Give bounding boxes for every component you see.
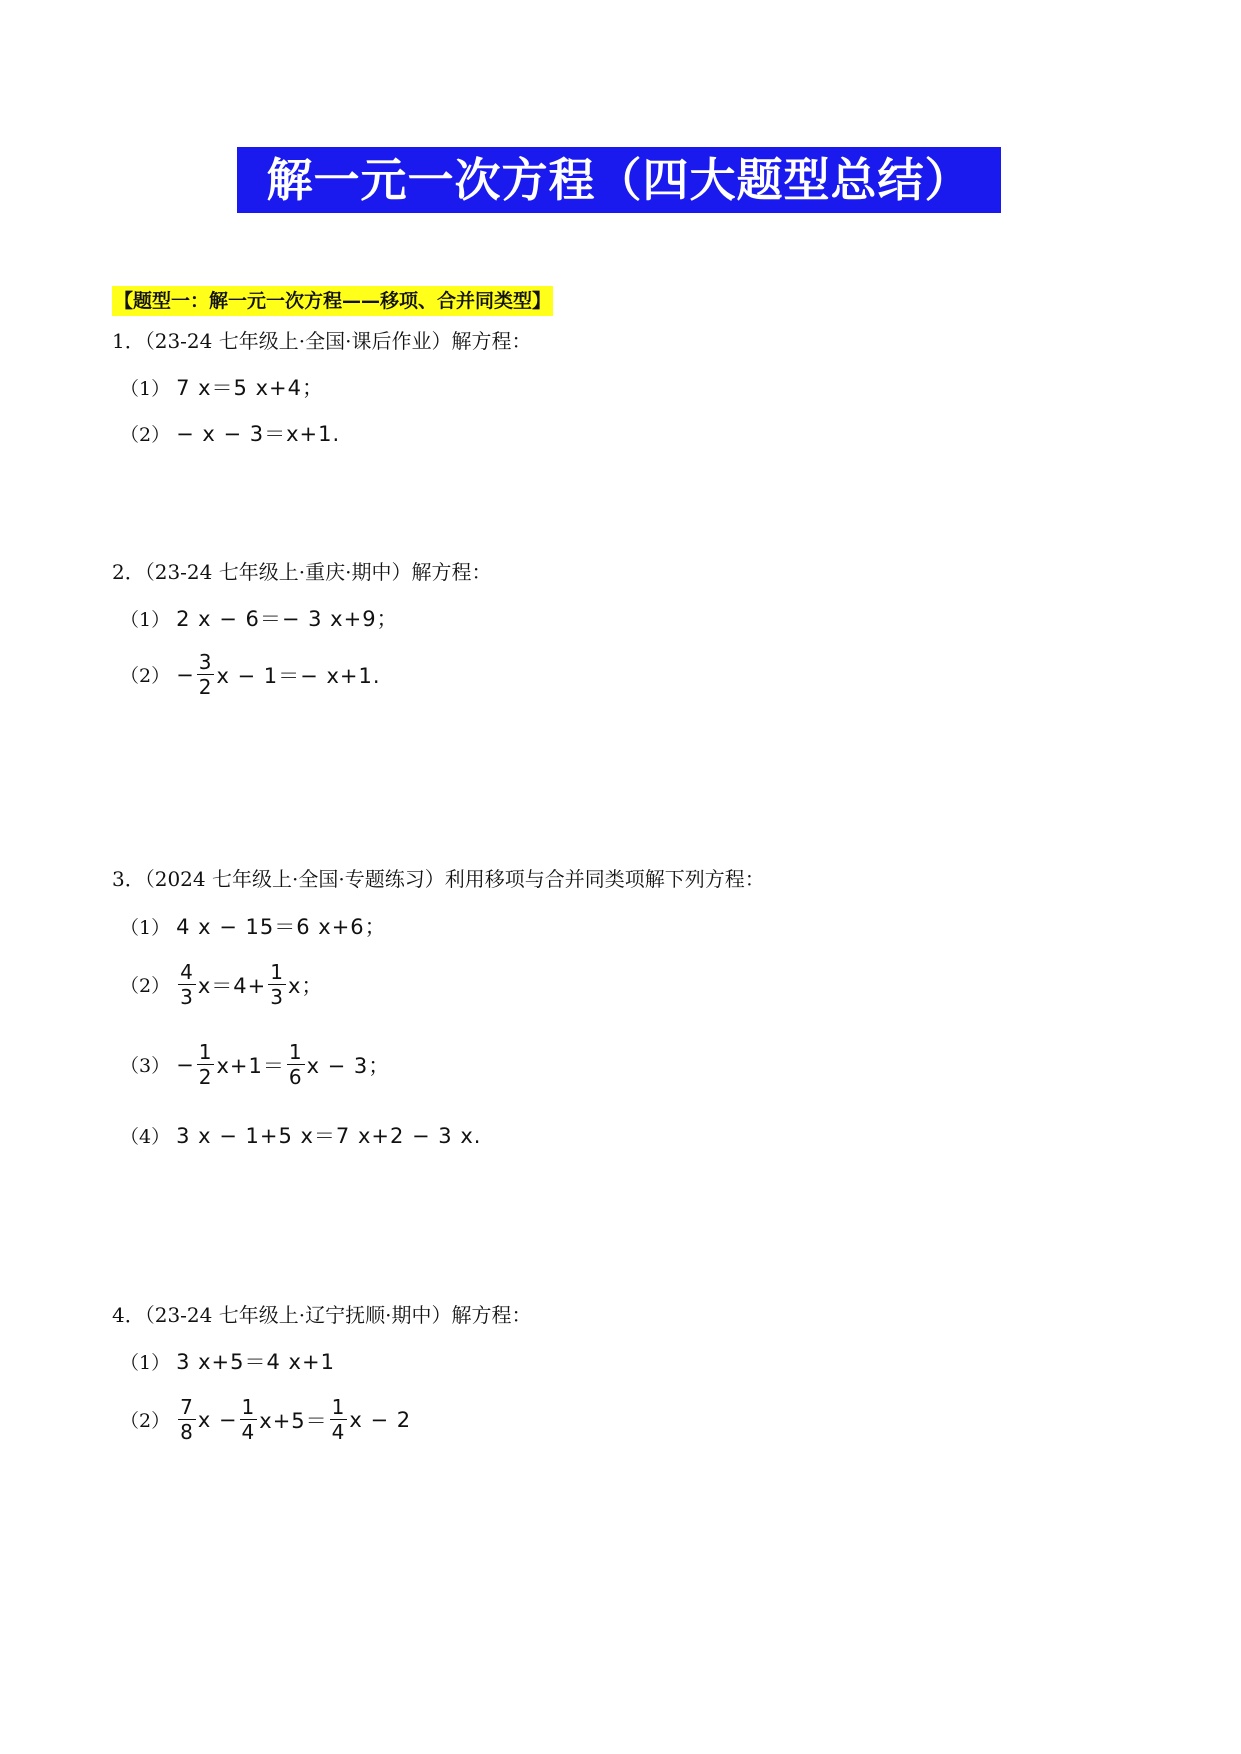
numerator: 1 <box>198 1040 213 1064</box>
equation <box>176 650 380 699</box>
fraction <box>197 650 215 699</box>
equation-middle: x+1＝ <box>216 1053 285 1078</box>
section-heading-type-1: 【题型一：解一元一次方程——移项、合并同类型】 <box>112 286 553 316</box>
denominator: 6 <box>288 1065 303 1089</box>
denominator: 2 <box>198 675 213 699</box>
question-1-header: 1．（23-24 七年级上·全国·课后作业）解方程： <box>112 329 532 353</box>
numerator: 4 <box>180 960 194 984</box>
question-1-part-1 <box>120 372 324 402</box>
part-label: （1） <box>120 608 171 631</box>
question-3-part-2 <box>120 960 323 1009</box>
equation-prefix: − <box>176 1052 195 1077</box>
question-2-header: 2．（23-24 七年级上·重庆·期中）解方程： <box>112 560 492 584</box>
numerator: 1 <box>270 960 284 984</box>
question-2-part-2 <box>120 650 381 699</box>
equation-prefix: − <box>176 662 195 687</box>
numerator: 1 <box>241 1395 256 1419</box>
fraction <box>268 960 286 1009</box>
denominator: 2 <box>198 1065 213 1089</box>
part-label: （2） <box>120 665 171 687</box>
question-4-part-2 <box>120 1395 411 1444</box>
part-label: （1） <box>120 916 171 939</box>
numerator: 1 <box>331 1395 346 1419</box>
numerator: 3 <box>198 650 213 674</box>
part-label: （2） <box>120 975 171 997</box>
equation: 2 x − 6＝− 3 x+9； <box>176 607 399 631</box>
question-4-header: 4．（23-24 七年级上·辽宁抚顺·期中）解方程： <box>112 1303 532 1327</box>
page-title: 解一元一次方程（四大题型总结） <box>237 147 1001 213</box>
equation-rest: x − 2 <box>349 1407 412 1432</box>
denominator: 3 <box>270 985 284 1009</box>
equation-middle: x＝4+ <box>197 973 267 998</box>
equation <box>176 1395 411 1444</box>
numerator: 7 <box>180 1395 194 1419</box>
equation: − x − 3＝x+1. <box>176 422 341 446</box>
fraction <box>240 1395 258 1444</box>
denominator: 4 <box>241 1420 256 1444</box>
denominator: 3 <box>180 985 194 1009</box>
equation-rest: x − 1＝− x+1. <box>216 663 381 688</box>
equation-rest: x − 3； <box>306 1053 391 1078</box>
fraction <box>330 1395 348 1444</box>
fraction <box>178 1395 196 1444</box>
part-label: （1） <box>120 377 171 400</box>
part-label: （1） <box>120 1351 171 1374</box>
fraction <box>197 1040 215 1089</box>
question-4-part-1 <box>120 1346 335 1376</box>
question-2-part-1 <box>120 603 399 633</box>
equation <box>176 1040 390 1089</box>
equation: 3 x − 1+5 x＝7 x+2 − 3 x. <box>176 1124 482 1148</box>
equation: 4 x − 15＝6 x+6； <box>176 915 387 939</box>
part-label: （4） <box>120 1125 171 1148</box>
equation-rest: x； <box>287 973 324 998</box>
fraction <box>287 1040 305 1089</box>
question-3-header: 3．（2024 七年级上·全国·专题练习）利用移项与合并同类项解下列方程： <box>112 867 765 891</box>
part-label: （2） <box>120 1410 171 1432</box>
equation: 3 x+5＝4 x+1 <box>176 1350 335 1374</box>
part-label: （3） <box>120 1055 171 1077</box>
question-3-part-3 <box>120 1040 390 1089</box>
numerator: 1 <box>288 1040 303 1064</box>
fraction <box>178 960 196 1009</box>
equation: 7 x＝5 x+4； <box>176 376 324 400</box>
question-3-part-1 <box>120 911 387 941</box>
denominator: 8 <box>180 1420 194 1444</box>
equation-middle: x − <box>197 1407 238 1432</box>
equation-middle: x+5＝ <box>259 1408 328 1433</box>
question-3-part-4 <box>120 1120 481 1150</box>
part-label: （2） <box>120 423 171 446</box>
denominator: 4 <box>331 1420 346 1444</box>
equation <box>176 960 323 1009</box>
question-1-part-2 <box>120 418 340 448</box>
